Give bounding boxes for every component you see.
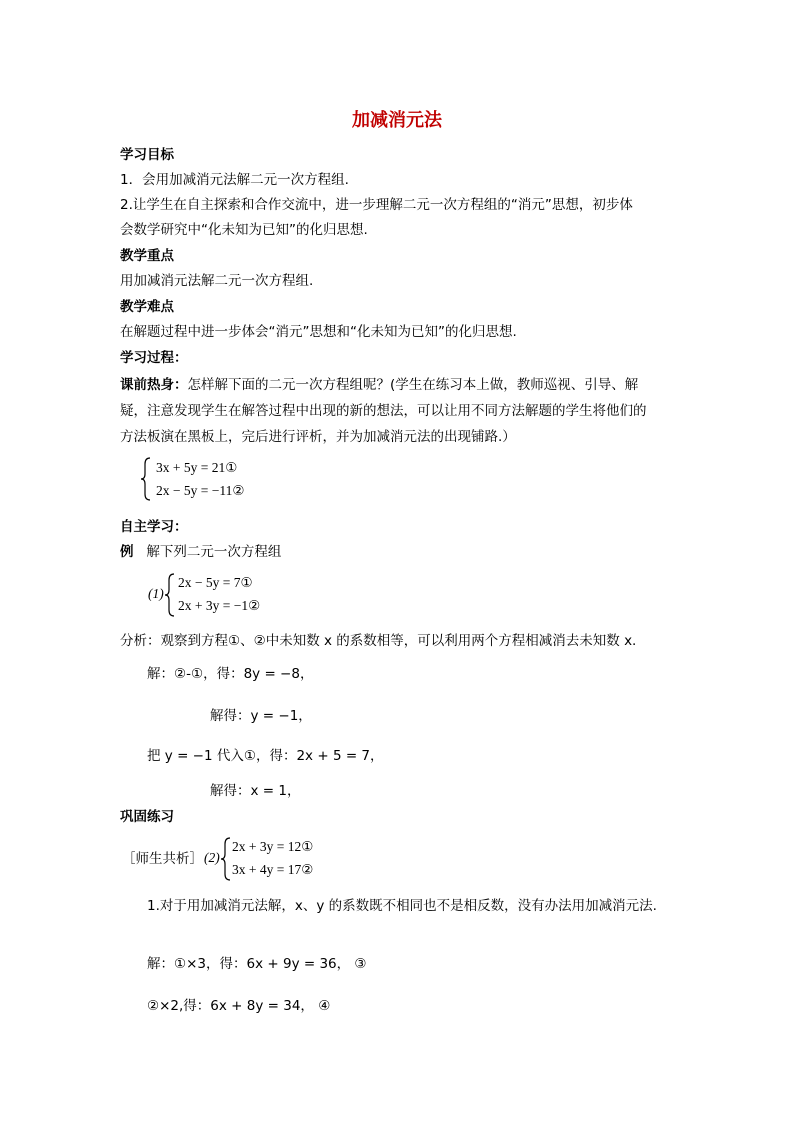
example-line [120,543,281,561]
example-2-equation-2: 3x + 4y = 17② [232,862,314,877]
process-heading: 学习过程： [120,350,188,366]
goal-item-2-line1: 2.让学生在自主探索和合作交流中，进一步理解二元一次方程组的“消元”思想，初步体 [120,197,633,213]
example-2-equation-1: 2x + 3y = 12① [232,839,314,854]
practice-label: ［师生共析］ [122,851,203,867]
self-study-heading: 自主学习： [120,519,188,535]
warmup-label: 课前热身： [120,377,188,393]
solution-step-4: 解得：x = 1， [210,783,301,799]
warmup-line3: 方法板演在黑板上，完后进行评析，并为加减消元法的出现铺路.） [120,429,516,445]
goal-item-1: 1．会用加减消元法解二元一次方程组. [120,172,349,188]
brace-icon [164,572,176,618]
page-title: 加减消元法 [352,110,442,131]
example-1-system [148,572,308,618]
practice-note: 1.对于用加减消元法解，x、y 的系数既不相同也不是相反数，没有办法用加减消元法. [147,898,657,914]
analysis-text: 分析：观察到方程①、②中未知数 x 的系数相等，可以利用两个方程相减消去未知数 x. [120,633,637,649]
goal-item-2-line2: 会数学研究中“化未知为已知”的化归思想. [120,222,368,238]
example-label: 例 [120,544,134,560]
warmup-equation-system [140,456,290,502]
warmup-line2: 疑，注意发现学生在解答过程中出现的新的想法，可以让用不同方法解题的学生将他们的 [120,403,647,419]
solution-step-2: 解得：y = −1， [210,708,312,724]
example-1-equation-2: 2x + 3y = −1② [178,598,261,613]
solution-step-1: 解：②-①，得：8y = −8， [147,666,314,682]
warmup-equation-2: 2x − 5y = −11② [156,483,245,498]
warmup-equation-1: 3x + 5y = 21① [156,460,238,475]
key-text: 用加减消元法解二元一次方程组. [120,273,314,289]
brace-icon [140,456,152,502]
practice-solution-2: ②×2,得：6x + 8y = 34， ④ [147,998,331,1014]
key-heading: 教学重点 [120,248,174,264]
goal-heading: 学习目标 [120,147,174,163]
brace-icon [220,836,232,882]
example-text: 解下列二元一次方程组 [146,544,282,560]
example-2-label: (2) [204,850,220,865]
example-1-equation-1: 2x − 5y = 7① [178,575,253,590]
difficulty-text: 在解题过程中进一步体会“消元”思想和“化未知为已知”的化归思想. [120,324,517,340]
practice-solution-1: 解：①×3，得：6x + 9y = 36， ③ [147,956,367,972]
difficulty-heading: 教学难点 [120,299,174,315]
warmup-text: 怎样解下面的二元一次方程组呢？(学生在练习本上做，教师巡视、引导、解 [187,377,639,393]
warmup-line1 [120,376,638,394]
example-1-label: (1) [148,586,164,601]
practice-system [122,836,342,882]
practice-heading: 巩固练习 [120,809,174,825]
solution-step-3: 把 y = −1 代入①，得：2x + 5 = 7， [147,748,384,764]
